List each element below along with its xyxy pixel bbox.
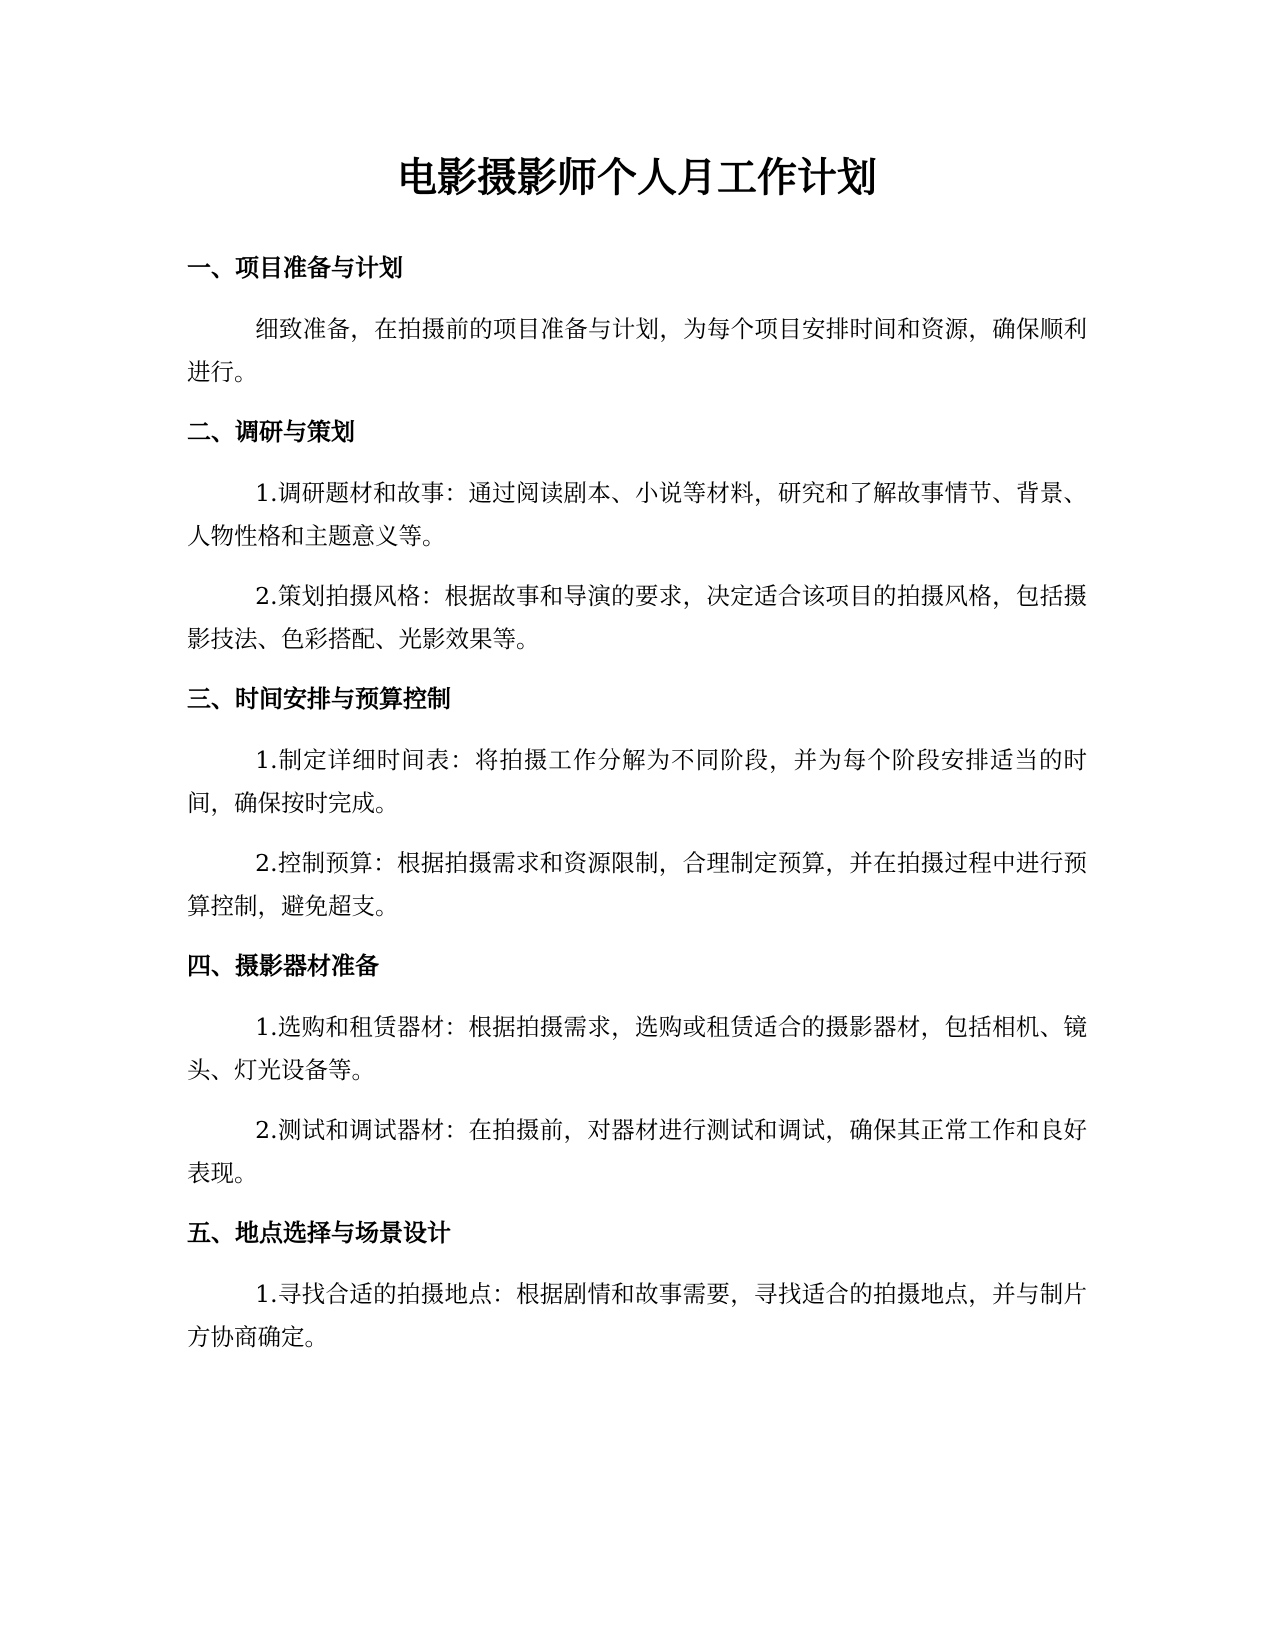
paragraph: 2.策划拍摄风格：根据故事和导演的要求，决定适合该项目的拍摄风格，包括摄影技法、色彩搭配、光影效果等。 xyxy=(187,582,1087,653)
paragraph: 2.测试和调试器材：在拍摄前，对器材进行测试和调试，确保其正常工作和良好表现。 xyxy=(187,1116,1087,1187)
paragraph: 细致准备，在拍摄前的项目准备与计划，为每个项目安排时间和资源，确保顺利进行。 xyxy=(187,315,1087,386)
paragraph: 1.选购和租赁器材：根据拍摄需求，选购或租赁适合的摄影器材，包括相机、镜头、灯光设备等。 xyxy=(187,1013,1087,1084)
section-schedule-budget xyxy=(187,681,1087,928)
section-heading: 四、摄影器材准备 xyxy=(187,952,379,980)
paragraph: 1.寻找合适的拍摄地点：根据剧情和故事需要，寻找适合的拍摄地点，并与制片方协商确定。 xyxy=(187,1280,1087,1351)
section-heading: 一、项目准备与计划 xyxy=(187,254,403,282)
section-equipment-preparation xyxy=(187,948,1087,1195)
section-heading: 二、调研与策划 xyxy=(187,418,355,446)
section-heading: 三、时间安排与预算控制 xyxy=(187,685,451,713)
section-location-scene-design xyxy=(187,1215,1087,1359)
title-block xyxy=(187,150,1087,250)
paragraph: 2.控制预算：根据拍摄需求和资源限制，合理制定预算，并在拍摄过程中进行预算控制，避免超支。 xyxy=(187,849,1087,920)
document-title: 电影摄影师个人月工作计划 xyxy=(397,155,877,201)
section-heading: 五、地点选择与场景设计 xyxy=(187,1219,451,1247)
section-project-preparation xyxy=(187,250,1087,394)
document-body xyxy=(187,150,1087,1359)
paragraph: 1.制定详细时间表：将拍摄工作分解为不同阶段，并为每个阶段安排适当的时间，确保按时完成。 xyxy=(187,746,1087,817)
section-research-planning xyxy=(187,414,1087,661)
paragraph: 1.调研题材和故事：通过阅读剧本、小说等材料，研究和了解故事情节、背景、人物性格和主题意义等。 xyxy=(187,479,1087,550)
